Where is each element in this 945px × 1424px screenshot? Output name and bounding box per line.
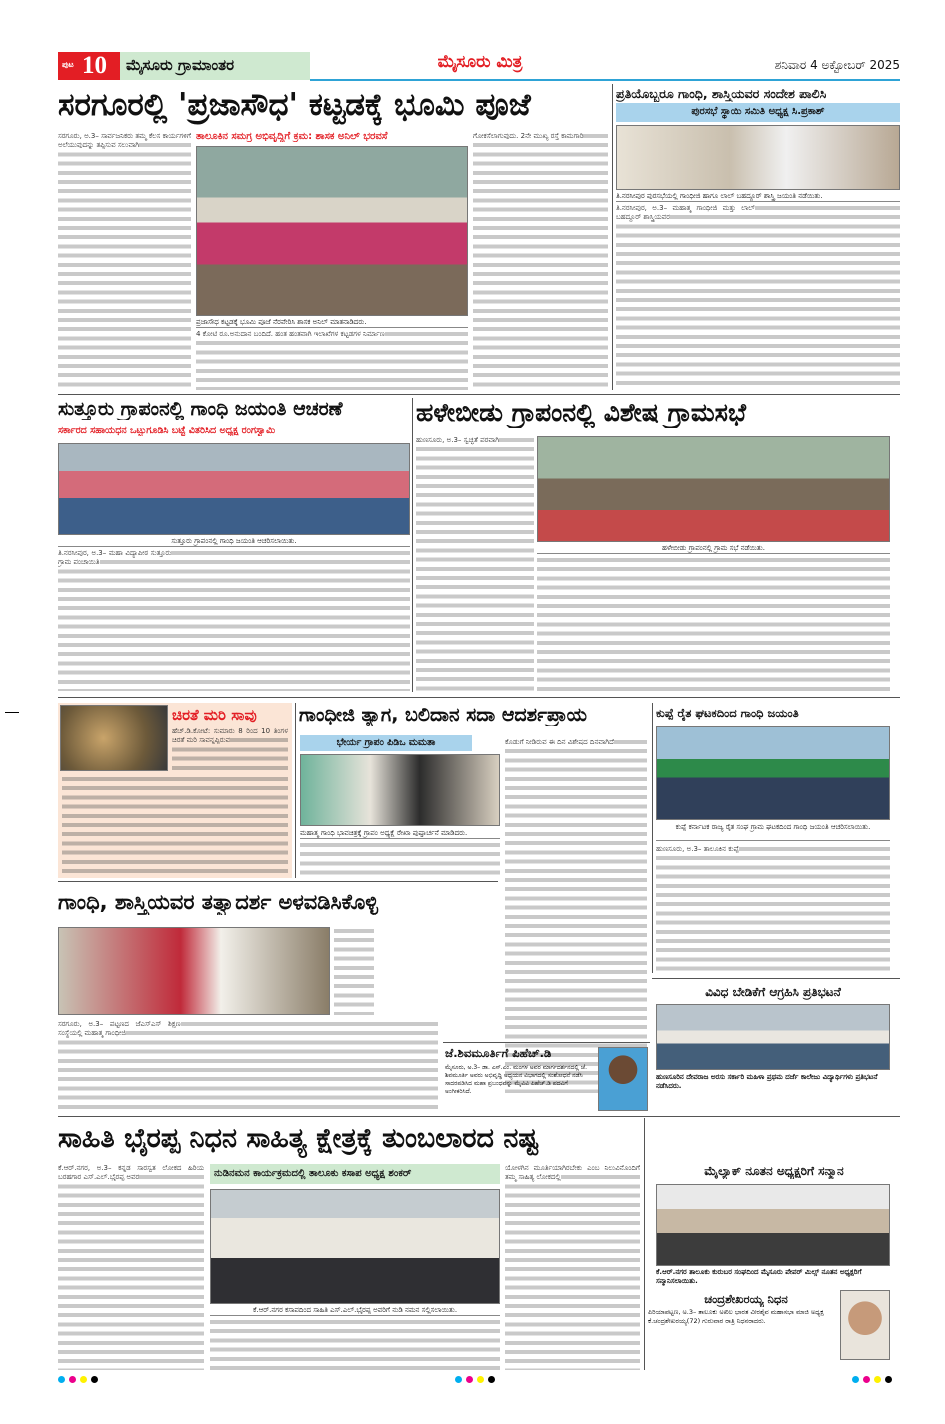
kuppe-caption: ಕುಪ್ಪೆ ಕರ್ನಾಟಕ ರಾಜ್ಯ ರೈತ ಸಂಘ ಗ್ರಾಮ ಘಟಕದಿಂದ ಗಾಂಧಿ ಜಯಂತಿ ಆಚರಿಸಲಾಯಿತು. bbox=[656, 823, 890, 841]
protest-photo bbox=[656, 1004, 890, 1070]
phd-body: ಮೈಸೂರು, ಅ.3– ಡಾ. ಎಸ್.ಎಂ. ಮಂಗಳ ಅವರ ಮಾರ್ಗದರ್ಶನದಲ್ಲಿ ಜೆ. ಶಿವಮೂರ್ತಿ ಅವರು ಅಭಿವೃದ್ಧಿ ಅಧ್ಯಯನ ವಿಭಾಗದಲ್ಲಿ ಸಂಶೋಧನೆ ನಡೆಸಿ ಸಾದರಪಡಿಸಿದ ಮಹಾ ಪ್ರಬಂಧವನ್ನು ಮೈವಿವಿ ಪಿಹೆಚ್.ಡಿ ಪದವಿಗೆ ಅಂಗೀಕರಿಸಿದೆ. bbox=[445, 1064, 587, 1095]
halebeedu-photo bbox=[537, 436, 890, 542]
lead-photo bbox=[196, 146, 468, 316]
phd-headline: ಜೆ.ಶಿವಮೂರ್ತಿಗೆ ಪಿಹೆಚ್.ಡಿ bbox=[445, 1046, 552, 1060]
lead-body-col3: ಗೋಕಸೆಲಾಗುವುದು. 2ನೇ ಮುಖ್ಯ ರಸ್ತೆ ಕಾಮಗಾರಿ bbox=[473, 132, 608, 390]
lead-subhead: ತಾಲೂಕಿನ ಸಮಗ್ರ ಅಭಿವೃದ್ಧಿಗೆ ಕ್ರಮ: ಶಾಸಕ ಅನಿಲ್ ಭರವಸೆ bbox=[196, 131, 388, 142]
lead-body-col1: ಸರಗೂರು, ಅ.3– ಸಾರ್ವಜನಿಕರು ತಮ್ಮ ಕೆಲಸ ಕಾರ್ಯಗಳಿಗೆ ಅಲೆಯುವುದನ್ನು ತಪ್ಪಿಸುವ ಸಲುವಾಗಿ bbox=[58, 132, 191, 390]
shastri-photo-side-text bbox=[334, 927, 374, 1015]
bhyrappa-body-col2 bbox=[210, 1318, 500, 1370]
suttur-photo bbox=[58, 443, 410, 535]
obit-portrait bbox=[840, 1290, 890, 1360]
lead-body-col2: 4 ಕೋಟಿ ರೂ.ಅನುದಾನ ಬಂದಿದೆ. ಹಂತ ಹಂತವಾಗಿ ಇಲಾಖೆಗಳ ಕಟ್ಟಡಗಳ ನಿರ್ಮಾಣ bbox=[196, 330, 468, 390]
registration-marks-left bbox=[58, 1376, 98, 1383]
suttur-body: ತಿ.ನರಸೀಪುರ, ಅ.3– ಮಹಾ ವಿದ್ಯಾಪೀಠ ಸುತ್ತೂರು ಗ್ರಾಮ ಪಂಚಾಯಿತಿ bbox=[58, 549, 410, 691]
phd-portrait bbox=[598, 1047, 648, 1111]
shastri-photo bbox=[58, 927, 330, 1015]
halebeedu-caption: ಹಳೇಬೀಡು ಗ್ರಾಪಂನಲ್ಲಿ ಗ್ರಾಮ ಸಭೆ ನಡೆಯಿತು. bbox=[537, 544, 890, 554]
divider bbox=[652, 978, 900, 979]
kuppe-body: ಹುಣಸೂರು, ಅ.3– ತಾಲೂಕಿನ ಕುಪ್ಪೆ bbox=[656, 845, 890, 973]
section-title: ಮೈಸೂರು ಗ್ರಾಮಾಂತರ bbox=[120, 52, 310, 80]
divider bbox=[412, 398, 413, 692]
halebeedu-body-col1: ಹುಣಸೂರು, ಅ.3– ಸ್ವಚ್ಛತೆ ಪರವಾಗಿ bbox=[416, 436, 534, 692]
right-top-headline: ಪ್ರತಿಯೊಬ್ಬರೂ ಗಾಂಧಿ, ಶಾಸ್ತ್ರಿಯವರ ಸಂದೇಶ ಪಾಲಿಸಿ bbox=[616, 86, 827, 101]
protest-headline: ವಿವಿಧ ಬೇಡಿಕೆಗೆ ಆಗ್ರಹಿಸಿ ಪ್ರತಿಭಟನೆ bbox=[705, 985, 841, 999]
kuppe-headline: ಕುಪ್ಪೆ ರೈತ ಘಟಕದಿಂದ ಗಾಂಧಿ ಜಯಂತಿ bbox=[656, 706, 799, 720]
registration-marks-center bbox=[455, 1376, 495, 1383]
gandhiji-subhead: ಭೇರ್ಯ ಗ್ರಾಪಂ ಪಿಡಿಒ ಮಮತಾ bbox=[300, 735, 472, 751]
divider bbox=[58, 881, 498, 882]
page-number-badge bbox=[58, 52, 120, 80]
mylac-headline: ಮೈಲ್ಯಾಕ್ ನೂತನ ಅಧ್ಯಕ್ಷರಿಗೆ ಸನ್ಮಾನ bbox=[704, 1164, 844, 1178]
halebeedu-headline: ಹಳೇಬೀಡು ಗ್ರಾಪಂನಲ್ಲಿ ವಿಶೇಷ ಗ್ರಾಮಸಭೆ bbox=[416, 398, 747, 427]
bhyrappa-body-col3: ಯೋಳಗಿನ ಮೂರ್ತಿಯಾಗಿರಬೇಕು ಎಂಬ ನಿಲುವಿನೊಂದಿಗೆ ತಮ್ಮ ಸಾಹಿತ್ಯ ಲೋಕದಲ್ಲಿ bbox=[505, 1164, 640, 1370]
page-label: ಪುಟ bbox=[62, 60, 74, 69]
registration-marks-right bbox=[852, 1376, 892, 1383]
leopard-body-cont bbox=[62, 775, 288, 875]
shastri-headline: ಗಾಂಧಿ, ಶಾಸ್ತ್ರಿಯವರ ತತ್ವಾದರ್ಶ ಅಳವಡಿಸಿಕೊಳ್ಳಿ bbox=[58, 890, 379, 914]
divider bbox=[612, 84, 613, 390]
mylac-photo bbox=[656, 1184, 890, 1266]
obit-headline: ಚಂದ್ರಶೇಖರಯ್ಯ ನಿಧನ bbox=[704, 1292, 788, 1306]
bhyrappa-headline: ಸಾಹಿತಿ ಭೈರಪ್ಪ ನಿಧನ ಸಾಹಿತ್ಯ ಕ್ಷೇತ್ರಕ್ಕೆ ತುಂಬಲಾರದ ನಷ್ಟ bbox=[58, 1123, 539, 1154]
gandhiji-body-col2: ಕೊಡುಗೆ ನೀಡಿರುವ ಈ ದಿನ ವಿಶೇಷದ ದಿನವಾಗಿದೆ bbox=[505, 738, 647, 1093]
right-top-subhead: ಪುರಸಭೆ ಸ್ಥಾಯಿ ಸಮಿತಿ ಅಧ್ಯಕ್ಷ ಸಿ.ಪ್ರಕಾಶ್ bbox=[616, 103, 900, 122]
mylac-caption: ಕೆ.ಆರ್.ನಗರ ತಾಲೂಕು ಕುರುಬರ ಸಂಘದಿಂದ ಮೈಸೂರು ಪೇಪರ್ ಮಿಲ್ಸ್ ನೂತನ ಅಧ್ಯಕ್ಷರಿಗೆ ಸನ್ಮಾನಿಸಲಾಯಿತು. bbox=[656, 1268, 862, 1285]
divider bbox=[652, 703, 653, 973]
gandhiji-photo bbox=[300, 754, 500, 826]
kuppe-photo bbox=[656, 726, 890, 820]
suttur-headline: ಸುತ್ತೂರು ಗ್ರಾಪಂನಲ್ಲಿ ಗಾಂಧಿ ಜಯಂತಿ ಆಚರಣೆ bbox=[58, 398, 343, 420]
suttur-subhead: ಸರ್ಕಾರದ ಸಹಾಯಧನ ಒಟ್ಟುಗೂಡಿಸಿ ಬಟ್ಟೆ ವಿತರಿಸಿದ ಅಧ್ಯಕ್ಷ ರಂಗಸ್ವಾಮಿ bbox=[58, 425, 276, 436]
gandhiji-headline: ಗಾಂಧೀಜಿ ತ್ಯಾಗ, ಬಲಿದಾನ ಸದಾ ಆದರ್ಶಪ್ರಾಯ bbox=[299, 704, 587, 726]
gandhiji-caption: ಮಹಾತ್ಮ ಗಾಂಧಿ ಭಾವಚಿತ್ರಕ್ಕೆ ಗ್ರಾಪಂ ಅಧ್ಯಕ್ಷೆ ರೇಖಾ ಪುಷ್ಪಾರ್ಚನೆ ಮಾಡಿದರು. bbox=[300, 829, 500, 839]
leopard-headline: ಚಿರತೆ ಮರಿ ಸಾವು bbox=[172, 706, 257, 724]
right-top-body: ತಿ.ನರಸೀಪುರ, ಅ.3– ಮಹಾತ್ಮ ಗಾಂಧೀಜಿ ಮತ್ತು ಲಾಲ್ ಬಹದ್ದೂರ್ ಶಾಸ್ತ್ರಿಯವರ bbox=[616, 204, 900, 390]
protest-caption: ಹುಣಸೂರಿನ ದೇವರಾಜ ಅರಸು ಸರ್ಕಾರಿ ಮಹಿಳಾ ಪ್ರಥಮ ದರ್ಜೆ ಕಾಲೇಜು ವಿದ್ಯಾರ್ಥಿಗಳು ಪ್ರತಿಭಟನೆ ನಡೆಸಿದರು. bbox=[656, 1073, 878, 1090]
leopard-photo bbox=[60, 705, 168, 771]
bhyrappa-subhead: ನುಡಿನಮನ ಕಾರ್ಯಕ್ರಮದಲ್ಲಿ ತಾಲೂಕು ಕಸಾಪ ಅಧ್ಯಕ್ಷ ಶಂಕರ್ bbox=[210, 1164, 500, 1184]
right-top-photo bbox=[616, 125, 900, 190]
halebeedu-body-col2 bbox=[537, 556, 890, 692]
lead-photo-caption: ಪ್ರಜಾಸೌಧ ಕಟ್ಟಡಕ್ಕೆ ಭೂಮಿ ಪೂಜೆ ನೆರವೇರಿಸಿ ಶಾಸಕ ಅನಿಲ್ ಮಾತನಾಡಿದರು. bbox=[196, 318, 468, 328]
leopard-body: ಹೆಚ್.ಡಿ.ಕೋಟೆ: ಸುಮಾರು 8 ರಿಂದ 10 ತಿಂಗಳ ಚಿರತೆ ಮರಿ ಸಾವನ್ನಪ್ಪಿರುವ bbox=[172, 727, 288, 771]
obit-body: ಪಿರಿಯಾಪಟ್ಟಣ, ಅ.3– ತಾಲೂಕು ಅಖಿಲ ಭಾರತ ವೀರಶೈವ ಮಹಾಸಭಾ ಮಾಜಿ ಅಧ್ಯಕ್ಷ ಕೆ.ಚಂದ್ರಶೇಖರಯ್ಯ(72) ಗುರುವಾರ ರಾತ್ರಿ ನಿಧನರಾದರು. bbox=[648, 1308, 824, 1325]
gandhiji-body bbox=[300, 841, 500, 878]
divider bbox=[295, 703, 296, 878]
suttur-caption: ಸುತ್ತೂರು ಗ್ರಾಪಂನಲ್ಲಿ ಗಾಂಧಿ ಜಯಂತಿ ಆಚರಿಸಲಾಯಿತು. bbox=[58, 537, 410, 547]
lead-headline: ಸರಗೂರಲ್ಲಿ 'ಪ್ರಜಾಸೌಧ' ಕಟ್ಟಡಕ್ಕೆ ಭೂಮಿ ಪೂಜೆ bbox=[58, 87, 531, 123]
divider bbox=[644, 1118, 645, 1370]
right-top-caption: ತಿ.ನರಸೀಪುರ ಪುರಸಭೆಯಲ್ಲಿ ಗಾಂಧೀಜಿ ಹಾಗೂ ಲಾಲ್ ಬಹದ್ದೂರ್ ಶಾಸ್ತ್ರಿ ಜಯಂತಿ ನಡೆಯಿತು. bbox=[616, 192, 900, 202]
divider bbox=[58, 697, 900, 698]
bhyrappa-body-col1: ಕೆ.ಆರ್.ನಗರ, ಅ.3– ಕನ್ನಡ ಸಾರಸ್ವತ ಲೋಕದ ಹಿರಿಯ ಬರಹಗಾರ ಎಸ್.ಎಲ್.ಭೈರಪ್ಪ ಅವರ bbox=[58, 1164, 204, 1370]
page-number: 10 bbox=[82, 52, 107, 79]
shastri-body: ಸರಗೂರು, ಅ.3– ಪಟ್ಟಣದ ಜೆಎಸ್ಎಸ್ ಶಿಕ್ಷಣ ಸಂಸ್ಥೆಯಲ್ಲಿ ಮಹಾತ್ಮ ಗಾಂಧೀಜಿ bbox=[58, 1020, 438, 1112]
date: ಶನಿವಾರ 4 ಅಕ್ಟೋಬರ್ 2025 bbox=[774, 58, 900, 72]
bhyrappa-caption: ಕೆ.ಆರ್.ನಗರ ಕಸಾಪದಿಂದ ಸಾಹಿತಿ ಎಸ್.ಎಲ್.ಭೈರಪ್ಪ ಅವರಿಗೆ ನುಡಿ ನಮನ ಸಲ್ಲಿಸಲಾಯಿತು. bbox=[210, 1306, 500, 1316]
masthead: ಮೈಸೂರು ಮಿತ್ರ bbox=[437, 52, 523, 72]
divider bbox=[58, 394, 900, 395]
header-rule bbox=[310, 79, 900, 81]
divider bbox=[58, 1116, 900, 1117]
bhyrappa-photo bbox=[210, 1189, 500, 1304]
crop-mark bbox=[5, 712, 19, 713]
